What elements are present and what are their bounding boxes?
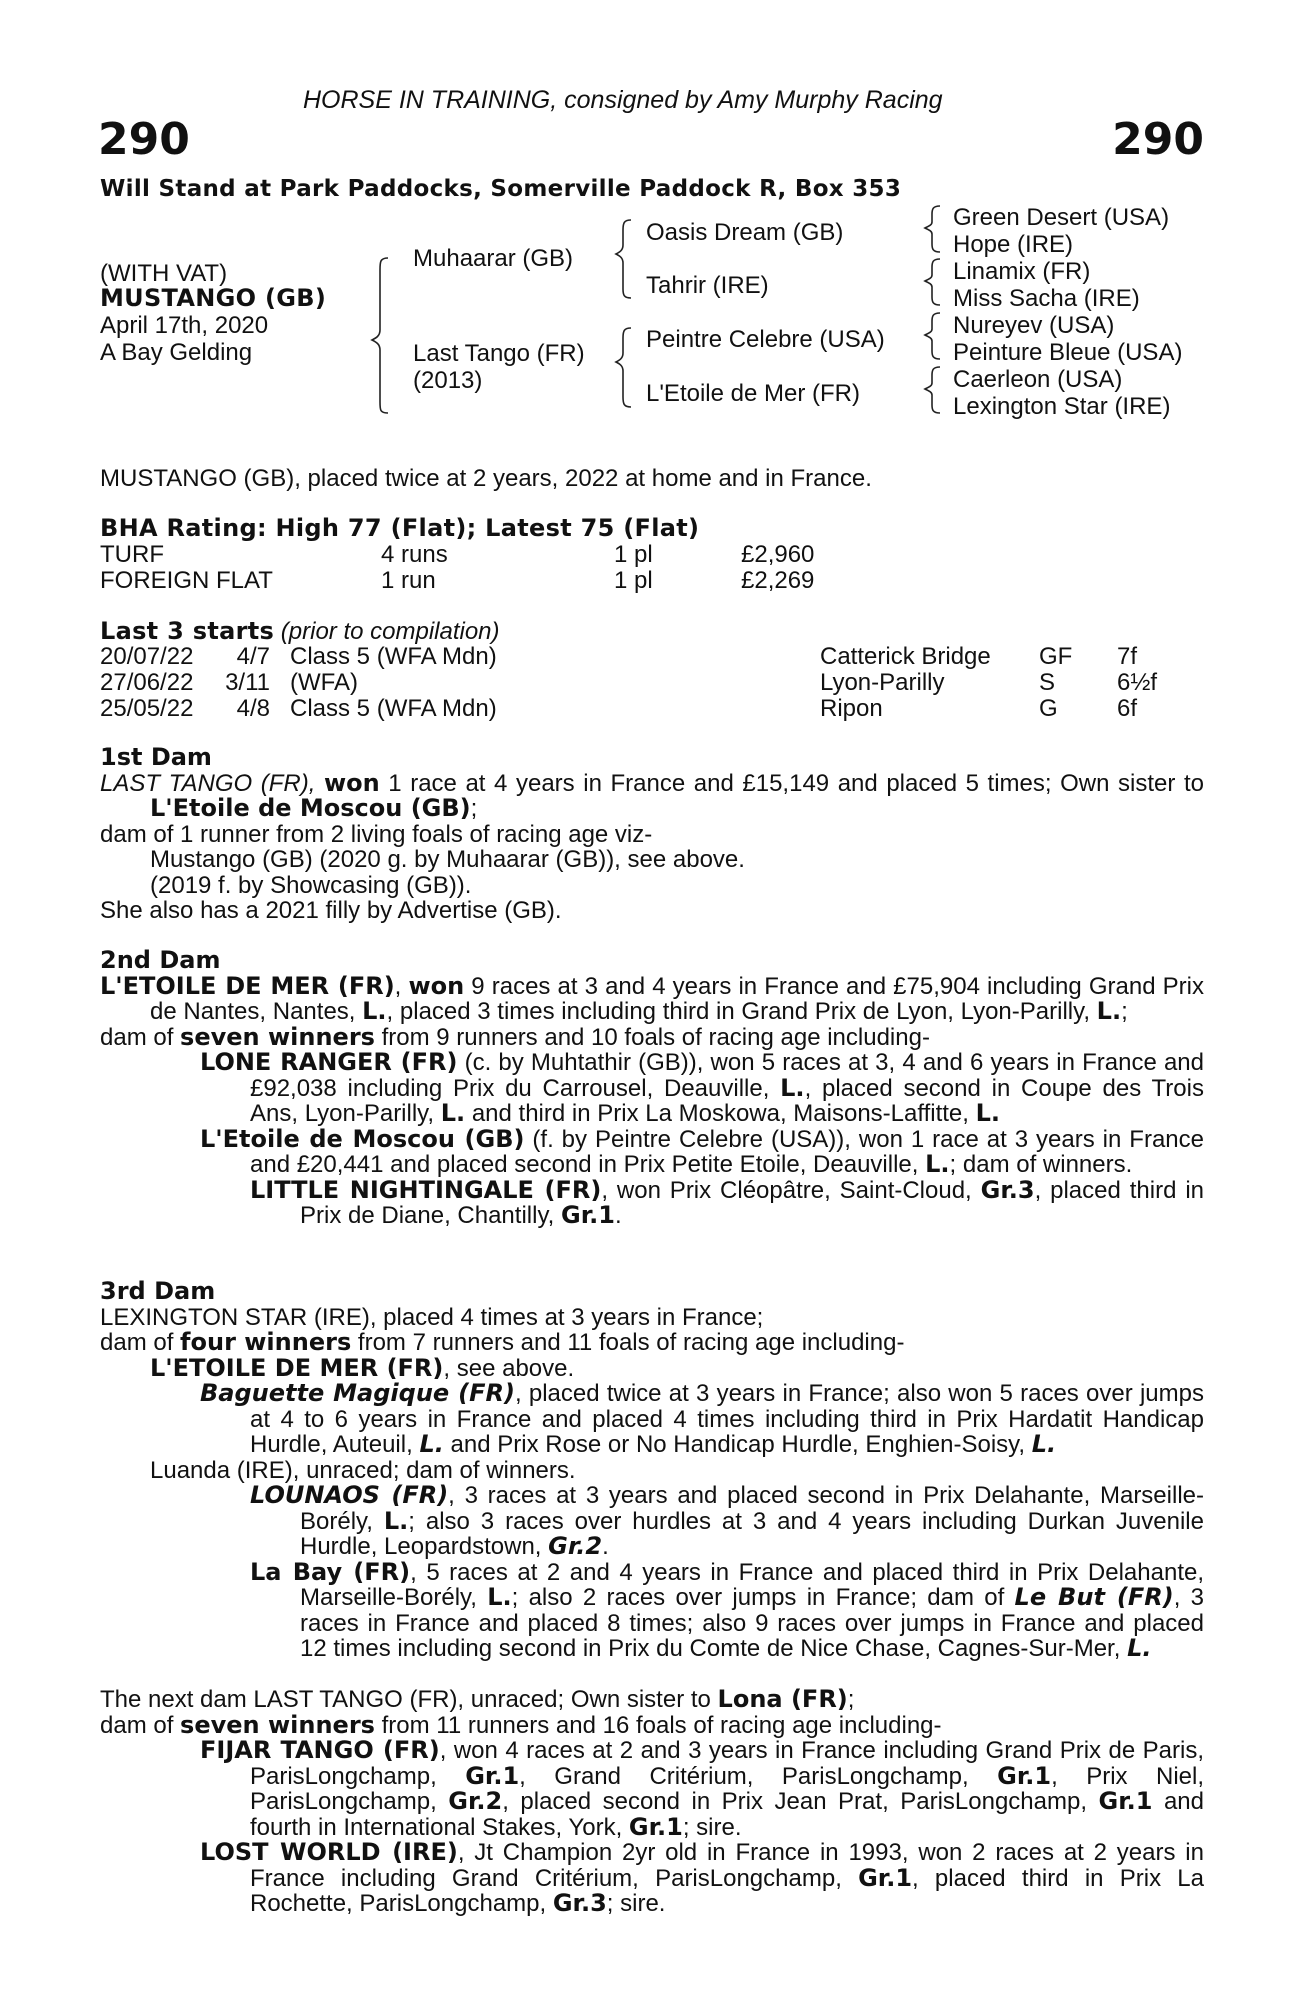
first-dam-section (100, 745, 1204, 924)
text: Gr.1 (858, 1863, 913, 1892)
text: Lona (FR) (717, 1685, 848, 1713)
text: Baguette Magique (FR) (200, 1379, 515, 1407)
next-dam-para (100, 1687, 1204, 1713)
text: L. (419, 1430, 444, 1458)
bracket-sd (925, 259, 940, 305)
sd-sire: Linamix (FR) (953, 258, 1091, 285)
text: LONE RANGER (FR) (200, 1048, 458, 1076)
first-dam-heading: 1st Dam (100, 743, 212, 771)
rating-amount: £2,269 (741, 567, 815, 594)
start-distance: 6½f (1117, 669, 1158, 696)
text: and Prix Rose or No Handicap Hurdle, Enghien-Soisy, (443, 1431, 1032, 1458)
start-going: GF (1039, 643, 1073, 670)
starts-title: Last 3 starts (100, 617, 275, 645)
produce-entry (100, 1175, 1204, 1229)
text: L. (440, 1099, 466, 1127)
produce-entry (100, 1840, 1204, 1917)
rating-amount: £2,960 (741, 541, 815, 568)
horse-description: A Bay Gelding (100, 339, 253, 366)
produce-entry (100, 1124, 1204, 1178)
vat-status: (WITH VAT) (100, 260, 228, 287)
lot-number-right: 290 (1112, 114, 1204, 165)
rating-runs: 4 runs (381, 541, 448, 568)
text: L'ETOILE DE MER (FR) (150, 1353, 444, 1382)
text: from 9 runners and 10 foals of racing age including- (374, 1023, 930, 1051)
third-dam-heading: 3rd Dam (100, 1277, 216, 1305)
text: LOST WORLD (IRE) (200, 1838, 458, 1866)
text: Gr.2 (548, 1532, 603, 1560)
start-position: 4/8 (236, 695, 270, 722)
text: . (614, 1202, 622, 1229)
text: , Prix Niel, ParisLongchamp, (250, 1762, 1204, 1815)
start-date: 20/07/22 (100, 643, 194, 670)
text: Gr.1 (628, 1812, 683, 1841)
start-going: G (1039, 695, 1058, 722)
dam-year: (2013) (413, 367, 483, 394)
rating-row (0, 568, 1314, 594)
text: , Grand Critérium, ParisLongchamp, (519, 1762, 998, 1790)
produce-entry: Mustango (GB) (2020 g. by Muhaarar (GB)), see above. (150, 846, 745, 873)
start-row (0, 670, 1314, 696)
rating-type: FOREIGN FLAT (100, 567, 273, 594)
first-dam-produce-intro: dam of 1 runner from 2 living foals of racing age viz- (100, 820, 653, 848)
bracket-dam (616, 328, 631, 407)
dd-sire: Caerleon (USA) (953, 366, 1123, 393)
text: , see above. (443, 1354, 575, 1382)
horse-name: MUSTANGO (GB) (100, 284, 327, 312)
bha-rating-title: BHA Rating: High 77 (Flat); Latest 75 (Flat) (100, 514, 700, 542)
first-dam-para (100, 768, 1204, 822)
text: L'Etoile de Moscou (GB) (150, 794, 471, 822)
text: , 3 races in France and placed 8 times; also 9 races over jumps in France and placed 12 times including second in Prix du Comte de Nice Chase, Cagnes-Sur-Mer, (300, 1584, 1204, 1662)
starts-note: (prior to compilation) (280, 618, 500, 645)
text: , won 4 races at 2 and 3 years in France including Grand Prix de Paris, ParisLongchamp, (250, 1737, 1204, 1790)
text: LOUNAOS (FR) (250, 1481, 449, 1509)
text: (c. by Muhtathir (GB)), won 5 races at 3, 4 and 6 years in France and £92,038 including Prix du Carrousel, Deauville, (250, 1049, 1204, 1102)
text: . (602, 1533, 609, 1560)
sire: Muhaarar (GB) (413, 245, 574, 272)
text: , Jt Champion 2yr old in France in 1993, won 2 races at 2 years in France including Grand Critérium, ParisLongchamp, (250, 1839, 1204, 1892)
text: Gr.1 (465, 1761, 520, 1790)
text: , placed second in Prix Jean Prat, ParisLongchamp, (502, 1788, 1099, 1815)
text: , won Prix Cléopâtre, Saint-Cloud, (601, 1176, 981, 1204)
produce-entry (100, 1050, 1204, 1127)
text: Gr.1 (997, 1761, 1052, 1790)
starts-title-line (100, 619, 500, 645)
text: L. (383, 1506, 409, 1535)
text: ; also 2 races over jumps in France; dam of (511, 1584, 1015, 1611)
text: , 5 races at 2 and 4 years in France and placed third in Prix Delahante, Marseille-Borély, (300, 1558, 1205, 1611)
text: , placed third in Prix La Rochette, ParisLongchamp, (250, 1864, 1205, 1917)
text: Gr.1 (1098, 1787, 1153, 1815)
produce-entry: Luanda (IRE), unraced; dam of winners. (150, 1456, 576, 1484)
text: LITTLE NIGHTINGALE (FR) (250, 1175, 602, 1204)
start-course: Catterick Bridge (820, 643, 991, 670)
text: Le But (FR) (1014, 1583, 1174, 1611)
third-dam-produce-intro (100, 1330, 1204, 1356)
text: and fourth in International Stakes, York, (250, 1788, 1204, 1841)
text: Gr.2 (448, 1787, 503, 1815)
text: , placed third in Prix de Diane, Chantilly, (300, 1176, 1204, 1229)
text: ; (1121, 998, 1128, 1025)
text: La Bay (FR) (250, 1557, 411, 1586)
rating-row (0, 542, 1314, 568)
first-dam-note: She also has a 2021 filly by Advertise (GB). (100, 897, 562, 924)
text: Gr.3 (552, 1889, 607, 1917)
text: from 7 runners and 11 foals of racing age including- (351, 1329, 905, 1356)
text: ; (847, 1686, 855, 1713)
text: LAST TANGO (FR), (100, 769, 324, 797)
start-date: 25/05/22 (100, 695, 194, 722)
bracket-sire (616, 220, 631, 298)
text: FIJAR TANGO (FR) (200, 1736, 440, 1764)
text: dam of (100, 1023, 181, 1051)
start-position: 4/7 (236, 643, 270, 670)
bracket-dd (925, 367, 940, 413)
bracket-main (372, 258, 388, 413)
dam-sire: Peintre Celebre (USA) (646, 326, 885, 353)
text: won (323, 768, 380, 797)
text: won (408, 971, 465, 1000)
text: Gr.1 (561, 1201, 615, 1229)
text: , placed second in Coupe des Trois Ans, Lyon-Parilly, (250, 1074, 1204, 1127)
produce-entry (100, 1483, 1204, 1560)
ds-dam: Peinture Bleue (USA) (953, 339, 1183, 366)
text: L. (487, 1583, 512, 1611)
produce-entry (100, 1381, 1204, 1458)
second-dam-section (100, 948, 1204, 1229)
start-race: Class 5 (WFA Mdn) (290, 643, 497, 670)
text: four winners (180, 1328, 352, 1356)
text: seven winners (180, 1022, 375, 1051)
text: , placed 3 times including third in Grand Prix de Lyon, Lyon-Parilly, (386, 998, 1097, 1025)
text: L'ETOILE DE MER (FR) (100, 971, 395, 1000)
third-dam-para: LEXINGTON STAR (IRE), placed 4 times at 3 years in France; (100, 1303, 764, 1331)
text: from 11 runners and 16 foals of racing age including- (374, 1711, 942, 1739)
text: , (394, 972, 409, 1000)
third-dam-section (100, 1279, 1204, 1662)
start-row (0, 644, 1314, 670)
start-race: Class 5 (WFA Mdn) (290, 695, 497, 722)
produce-entry (100, 1353, 1204, 1382)
text: ; sire. (682, 1813, 742, 1841)
start-race: (WFA) (290, 669, 358, 696)
second-dam-para (100, 971, 1204, 1025)
rating-placings: 1 pl (614, 541, 653, 568)
start-date: 27/06/22 (100, 669, 194, 696)
text: Gr.3 (980, 1175, 1035, 1204)
text: L. (1031, 1430, 1057, 1458)
rating-placings: 1 pl (614, 567, 653, 594)
text: , 3 races at 3 years and placed second in Prix Delahante, Marseille-Borély, (300, 1482, 1204, 1535)
bracket-ds (925, 313, 940, 359)
second-dam-heading: 2nd Dam (100, 946, 221, 974)
ss-dam: Hope (IRE) (953, 231, 1074, 258)
text: L'Etoile de Moscou (GB) (200, 1124, 525, 1153)
text: L. (780, 1073, 805, 1102)
text: 9 races at 3 and 4 years in France and £75,904 including Grand Prix de Nantes, Nantes, (150, 972, 1204, 1025)
foaling-date: April 17th, 2020 (100, 312, 269, 339)
start-row (0, 696, 1314, 722)
next-dam-produce-intro (100, 1710, 1204, 1739)
dam: Last Tango (FR) (413, 340, 585, 367)
sd-dam: Miss Sacha (IRE) (953, 285, 1140, 312)
text: and third in Prix La Moskowa, Maisons-Laffitte, (465, 1100, 976, 1127)
lot-number-left: 290 (98, 114, 190, 165)
text: L. (1127, 1634, 1152, 1662)
ds-sire: Nureyev (USA) (953, 312, 1115, 339)
consignment-line: HORSE IN TRAINING, consigned by Amy Murphy Racing (303, 86, 943, 114)
text: L. (925, 1150, 950, 1178)
ss-sire: Green Desert (USA) (953, 204, 1170, 231)
text: 1 race at 4 years in France and £15,149 and placed 5 times; Own sister to (379, 769, 1204, 797)
text: ; dam of winners. (949, 1151, 1133, 1178)
text: dam of (100, 1711, 181, 1739)
text: , placed twice at 3 years in France; also won 5 races over jumps at 4 to 6 years in France and placed 4 times including third in Prix Hardatit Handicap Hurdle, Auteuil, (250, 1380, 1204, 1458)
start-going: S (1039, 669, 1056, 696)
text: The next dam LAST TANGO (FR), unraced; Own sister to (100, 1686, 718, 1713)
dam-dam: L'Etoile de Mer (FR) (646, 380, 860, 407)
text: L. (362, 997, 387, 1025)
stand-location: Will Stand at Park Paddocks, Somerville Paddock R, Box 353 (100, 176, 902, 202)
second-dam-produce-intro (100, 1022, 1204, 1051)
text: ; also 3 races over hurdles at 3 and 4 years including Durkan Juvenile Hurdle, Leopardstown, (300, 1507, 1204, 1560)
start-distance: 6f (1117, 695, 1138, 722)
bracket-ss (925, 206, 940, 252)
rating-type: TURF (100, 541, 164, 568)
start-course: Ripon (820, 695, 883, 722)
start-distance: 7f (1117, 643, 1138, 670)
text: ; sire. (606, 1890, 666, 1917)
produce-entry (100, 1738, 1204, 1840)
rating-runs: 1 run (381, 567, 436, 594)
summary: MUSTANGO (GB), placed twice at 2 years, 2022 at home and in France. (100, 465, 872, 492)
sire-sire: Oasis Dream (GB) (646, 219, 844, 246)
produce-entry: (2019 f. by Showcasing (GB)). (150, 871, 472, 899)
sire-dam: Tahrir (IRE) (646, 272, 769, 299)
produce-entry (100, 1557, 1205, 1662)
text: seven winners (180, 1710, 375, 1739)
text: L. (1096, 997, 1122, 1025)
start-course: Lyon-Parilly (820, 669, 945, 696)
next-dam-section (100, 1687, 1204, 1917)
start-position: 3/11 (225, 669, 270, 696)
dd-dam: Lexington Star (IRE) (953, 393, 1171, 420)
text: L. (975, 1099, 1001, 1127)
text: (f. by Peintre Celebre (USA)), won 1 race at 3 years in France and £20,441 and placed second in Prix Petite Etoile, Deauville, (250, 1125, 1204, 1178)
text: ; (470, 795, 478, 822)
text: dam of (100, 1329, 181, 1356)
